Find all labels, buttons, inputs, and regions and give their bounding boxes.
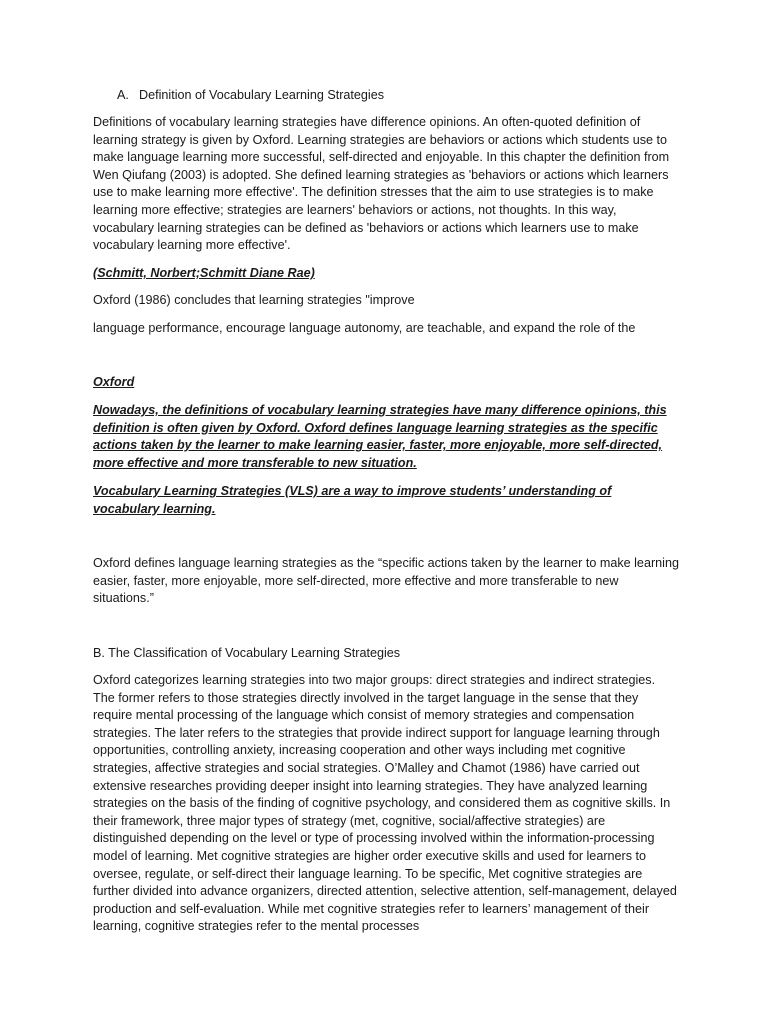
- emphasis-paragraph-2: Vocabulary Learning Strategies (VLS) are a way to improve students’ understanding of vocabulary learning.: [93, 484, 612, 516]
- section-a-marker: A.: [117, 88, 129, 102]
- section-b-paragraph-1: Oxford categorizes learning strategies into two major groups: direct strategies and indirect strategies. The former refers to those strategies directly involved in the target language in the sense that they require mental processing of the language which consist of memory strategies and compensation strategies. The later refers to the strategies that provide indirect support for language learning through opportunities, controlling anxiety, increasing cooperation and other ways including met cognitive strategies, affective strategies and social strategies. O’Malley and Chamot (1986) have carried out extensive researches providing deeper insight into learning strategies. They have analyzed learning strategies on the basis of the finding of cognitive psychology, and considered them as cognitive skills. In their framework, three major types of strategy (met, cognitive, social/affective strategies) are distinguished depending on the level or type of processing involved within the information-processing model of learning. Met cognitive strategies are higher order executive skills and used for learners to oversee, regulate, or self-direct their language learning. To be specific, Met cognitive strategies are further divided into advance organizers, directed attention, selective attention, self-management, delayed production and self-evaluation. While met cognitive strategies refer to learners’ management of their learning, cognitive strategies refer to the mental processes: [93, 673, 677, 934]
- emphasis-paragraph-1: Nowadays, the definitions of vocabulary learning strategies have many difference opinions, this definition is often given by Oxford. Oxford defines language learning strategies as the specific actions taken by the learner to make learning easier, faster, more enjoyable, more self-directed, more effective and more transferable to new situation.: [93, 403, 667, 470]
- quote-paragraph: Oxford defines language learning strategies as the “specific actions taken by the learner to make learning easier, faster, more enjoyable, more self-directed, more effective and more transferable to new situations.”: [93, 556, 679, 606]
- oxford-line-1: Oxford (1986) concludes that learning strategies "improve: [93, 293, 415, 307]
- section-a-paragraph-1: Definitions of vocabulary learning strategies have difference opinions. An often-quoted definition of learning strategy is given by Oxford. Learning strategies are behaviors or actions which students use to make language learning more successful, self-directed and enjoyable. In this chapter the definition from Wen Qiufang (2003) is adopted. She defined learning strategies as 'behaviors or actions which learners use to make learning more effective'. The definition stresses that the aim to use strategies is to make learning more effective; strategies are learners' behaviors or actions, not thoughts. In this way, vocabulary learning strategies can be defined as 'behaviors or actions which learners use to make vocabulary learning more effective'.: [93, 115, 670, 253]
- oxford-line-2: language performance, encourage language autonomy, are teachable, and expand the role of the: [93, 321, 636, 335]
- section-a-heading: [117, 87, 384, 105]
- citation: (Schmitt, Norbert;Schmitt Diane Rae): [93, 266, 315, 280]
- section-b-heading: B. The Classification of Vocabulary Learning Strategies: [93, 646, 401, 660]
- section-a-title: Definition of Vocabulary Learning Strategies: [139, 88, 385, 102]
- oxford-label: Oxford: [93, 375, 135, 389]
